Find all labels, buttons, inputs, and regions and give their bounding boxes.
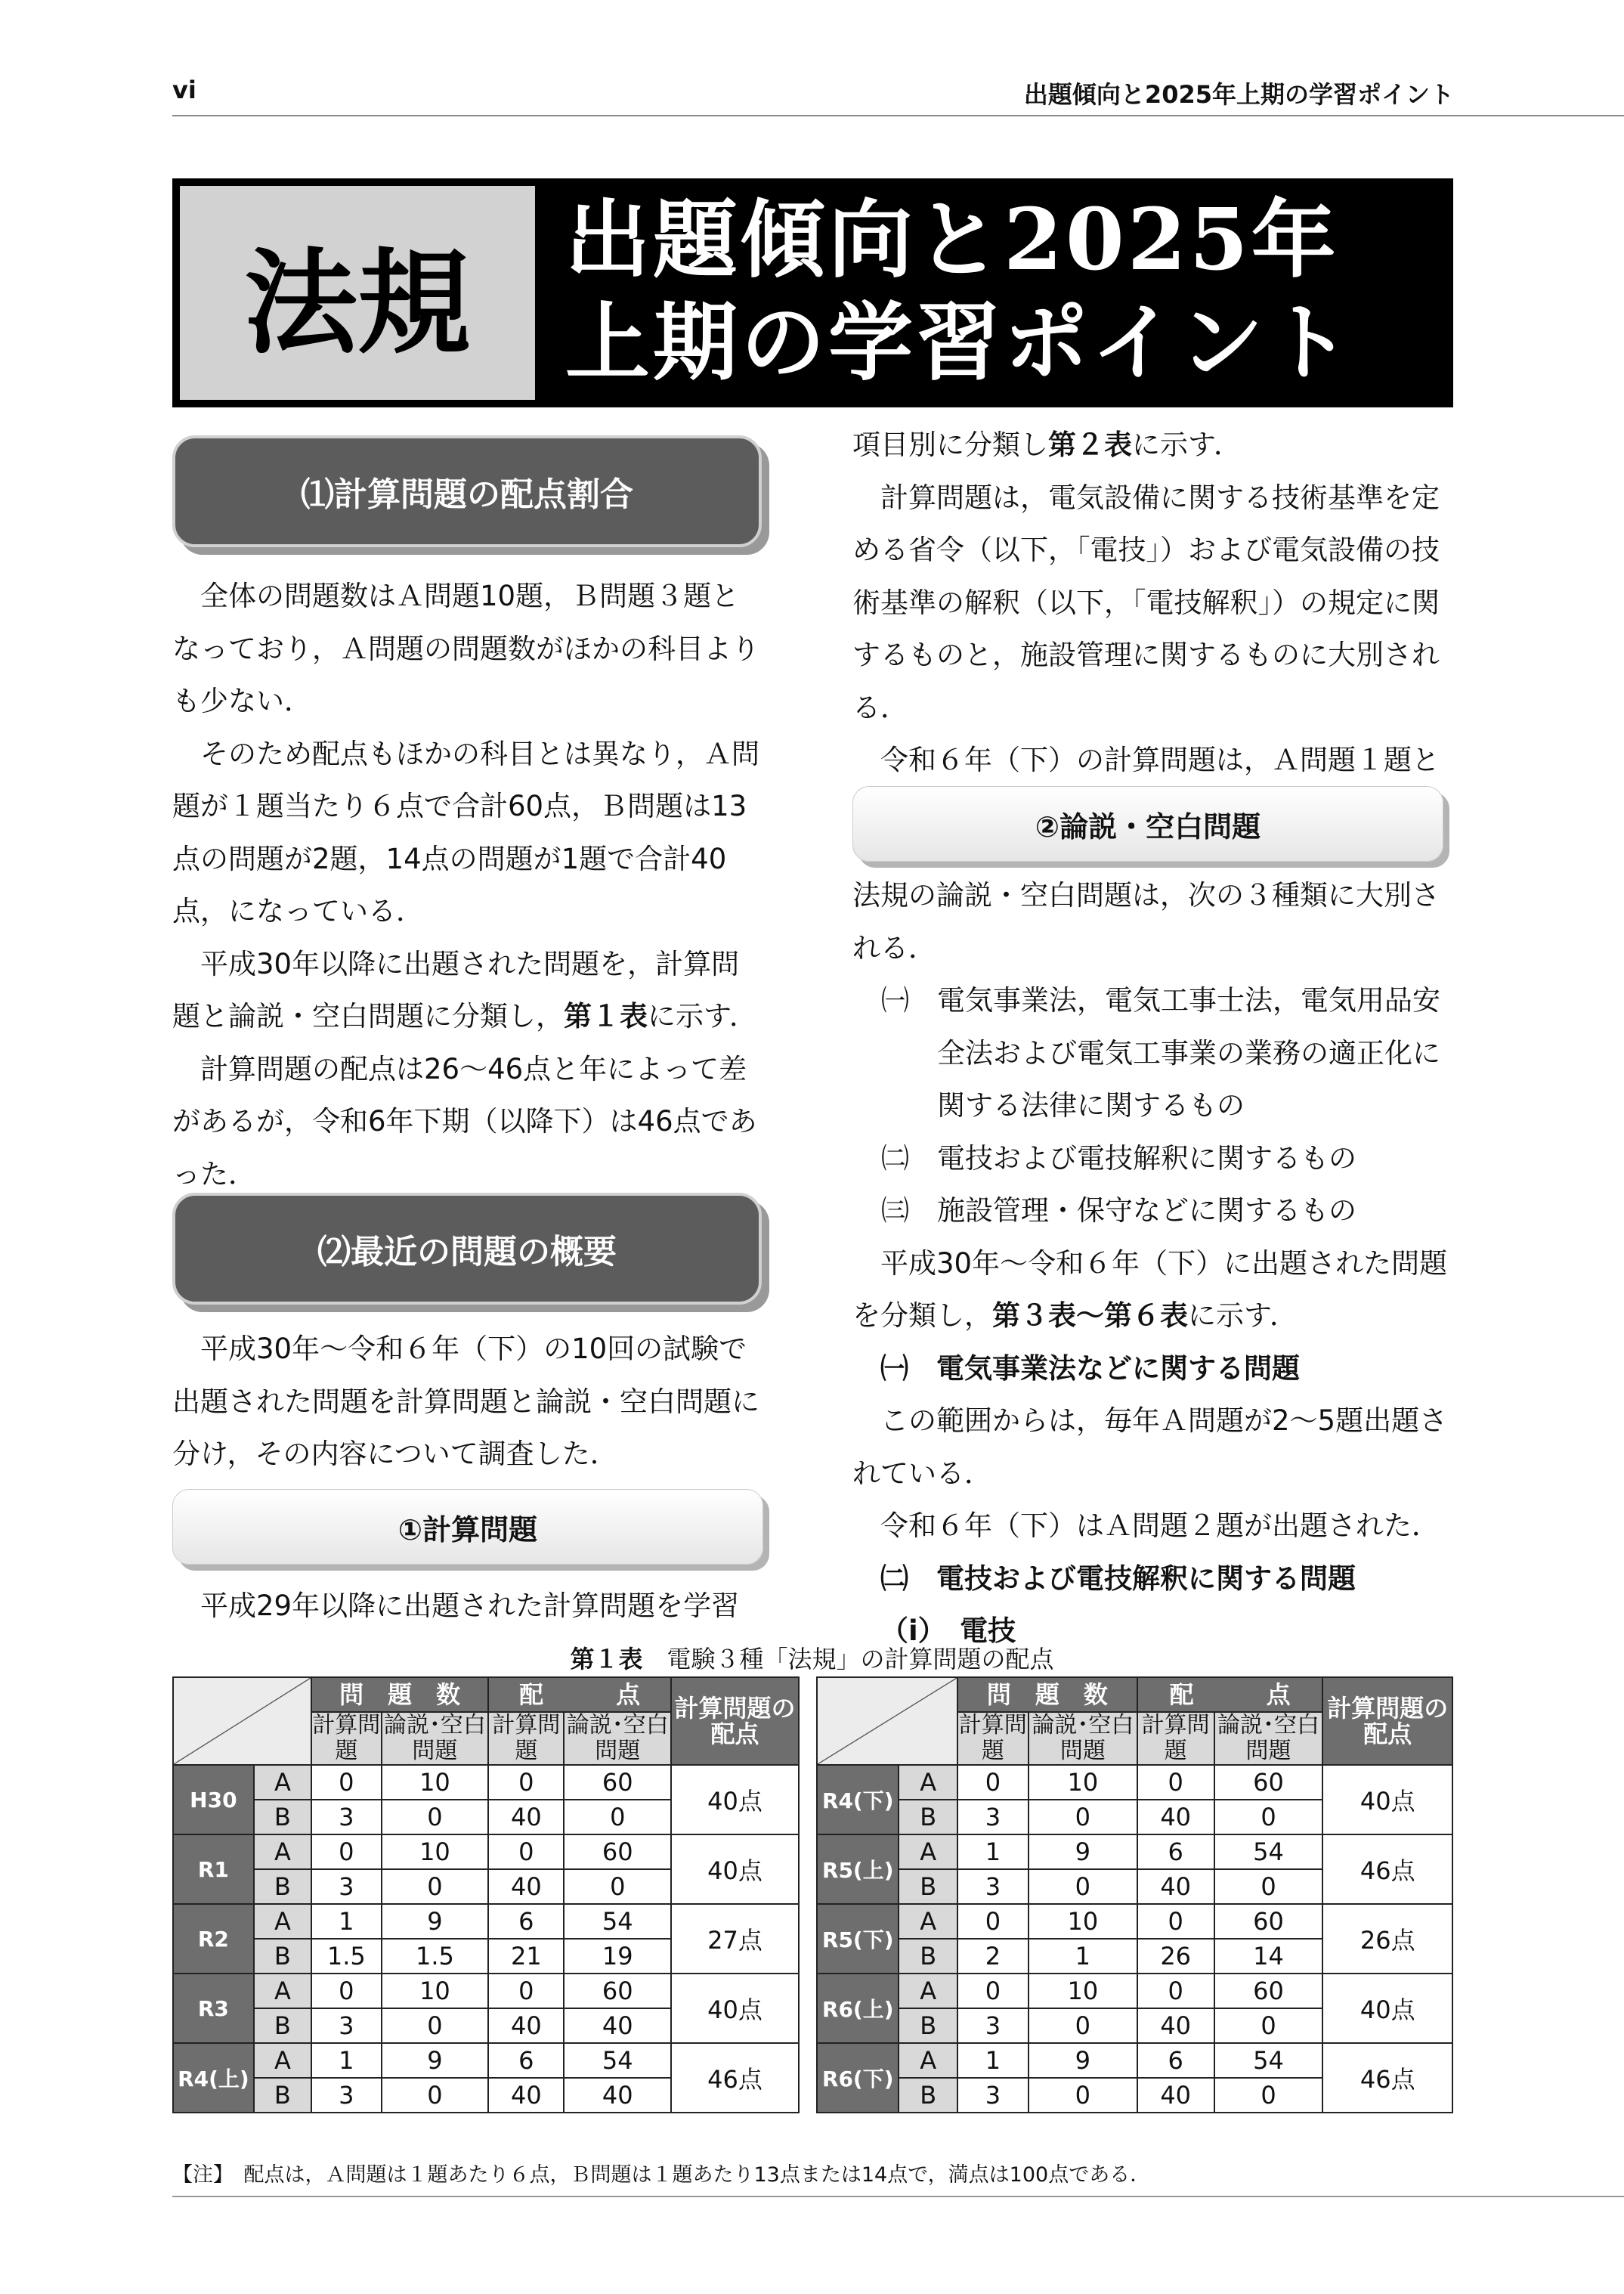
year-cell: R2 — [173, 1904, 254, 1974]
table-cell: 0 — [1137, 1765, 1214, 1800]
table-cell: 0 — [488, 1834, 564, 1869]
table-cell: 1.5 — [311, 1939, 382, 1974]
year-cell: R5(下) — [817, 1904, 899, 1974]
year-cell: R3 — [173, 1974, 254, 2043]
header-ronsetsu: 論説･空白問題 — [564, 1712, 671, 1765]
table-cell: 60 — [564, 1974, 671, 2008]
paragraph: 全体の問題数はＡ問題10題，Ｂ問題３題となっており，Ａ問題の問題数がほかの科目よりも少ない． — [172, 580, 759, 717]
table-cell: 10 — [382, 1974, 489, 2008]
table-cell: 40 — [488, 2078, 564, 2113]
header-calc: 計算問題 — [1137, 1712, 1214, 1765]
table-cell: 0 — [311, 1765, 382, 1800]
problem-type-cell: A — [899, 1974, 957, 2008]
list-item: ㈠ 電気事業法，電気工事士法，電気用品安全法および電気工事業の業務の適正化に関する法律に関するもの — [881, 984, 1440, 1122]
list-item: ㈡ 電技および電技解釈に関するもの — [881, 1141, 1356, 1175]
table-cell: 0 — [382, 1869, 489, 1904]
header-calc-score: 計算問題の配点 — [671, 1677, 799, 1765]
header-ronsetsu: 論説･空白問題 — [1214, 1712, 1323, 1765]
table-cell: 60 — [1214, 1904, 1323, 1939]
table-cell: 54 — [1214, 2043, 1323, 2078]
problem-type-cell: B — [254, 2078, 311, 2113]
paragraph: 平成29年以降に出題された計算問題を学習 — [200, 1590, 740, 1622]
section-heading-2: ⑵最近の問題の概要 — [172, 1193, 762, 1305]
table-cell: 14 — [1214, 1939, 1323, 1974]
table-caption-text: 電験３種「法規」の計算問題の配点 — [667, 1645, 1054, 1673]
problem-type-cell: B — [899, 1939, 957, 1974]
table-ref: 第２表 — [1048, 429, 1132, 461]
problem-type-cell: B — [254, 1869, 311, 1904]
table-cell: 40 — [488, 1869, 564, 1904]
year-cell: H30 — [173, 1765, 254, 1834]
year-cell: R6(上) — [817, 1974, 899, 2043]
table-cell: 0 — [488, 1765, 564, 1800]
banner-title — [565, 189, 1354, 395]
subsection-heading-ronsetsu: ②論説・空白問題 — [852, 786, 1443, 862]
score-table-left — [172, 1676, 800, 2113]
subsection-heading-calc: ①計算問題 — [172, 1489, 763, 1565]
table-cell: 10 — [382, 1834, 489, 1869]
problem-type-cell: B — [254, 2008, 311, 2043]
total-score-cell: 46点 — [1322, 2043, 1452, 2113]
problem-type-cell: A — [899, 1904, 957, 1939]
table-cell: 0 — [488, 1974, 564, 2008]
header-calc: 計算問題 — [957, 1712, 1029, 1765]
paragraph: 平成30年以降に出題された問題を，計算問題と論説・空白問題に分類し，第１表に示す． — [172, 947, 758, 1032]
table-row — [817, 1904, 1452, 1939]
table-row — [173, 1834, 799, 1869]
table-cell: 10 — [1029, 1765, 1137, 1800]
table-cell: 40 — [1137, 1800, 1214, 1834]
total-score-cell: 40点 — [671, 1765, 799, 1834]
header-ronsetsu: 論説･空白問題 — [1029, 1712, 1137, 1765]
footer-rule — [172, 2196, 1624, 2197]
total-score-cell: 27点 — [671, 1904, 799, 1974]
table-cell: 54 — [564, 2043, 671, 2078]
year-cell: R1 — [173, 1834, 254, 1904]
table-row — [817, 1974, 1452, 2008]
problem-type-cell: B — [899, 1869, 957, 1904]
page-number: vi — [172, 76, 196, 104]
header-calc-score: 計算問題の配点 — [1322, 1677, 1452, 1765]
table-cell: 0 — [382, 1800, 489, 1834]
header-rule — [172, 115, 1624, 116]
table-cell: 1 — [311, 2043, 382, 2078]
table-cell: 0 — [564, 1869, 671, 1904]
header-problem-count: 問 題 数 — [957, 1677, 1137, 1712]
table-cell: 0 — [311, 1974, 382, 2008]
table-cell: 9 — [1029, 1834, 1137, 1869]
paragraph: この範囲からは，毎年Ａ問題が2～5題出題されている． — [852, 1404, 1448, 1490]
banner-title-line2: 上期の学習ポイント — [565, 293, 1354, 392]
table-cell: 1 — [1029, 1939, 1137, 1974]
running-title: 出題傾向と2025年上期の学習ポイント — [1023, 80, 1454, 109]
table-cell: 0 — [1137, 1974, 1214, 2008]
table-row — [817, 2043, 1452, 2078]
table-cell: 0 — [382, 2008, 489, 2043]
problem-type-cell: A — [899, 2043, 957, 2078]
table-cell: 3 — [957, 2008, 1029, 2043]
header-corner — [817, 1677, 957, 1765]
table-cell: 3 — [957, 2078, 1029, 2113]
subheading: ㈡ 電技および電技解釈に関する問題 — [880, 1562, 1356, 1595]
table-cell: 0 — [1214, 2008, 1323, 2043]
table-cell: 40 — [564, 2008, 671, 2043]
problem-type-cell: B — [899, 1800, 957, 1834]
table-cell: 2 — [957, 1939, 1029, 1974]
table-cell: 9 — [382, 1904, 489, 1939]
total-score-cell: 40点 — [1322, 1974, 1452, 2043]
problem-type-cell: A — [254, 2043, 311, 2078]
paragraph: 令和６年（下）の計算問題は，Ａ問題１題と — [880, 744, 1440, 776]
table-cell: 10 — [382, 1765, 489, 1800]
table-ref: 第３表～第６表 — [992, 1299, 1188, 1332]
table-cell: 0 — [1137, 1904, 1214, 1939]
table-cell: 60 — [564, 1834, 671, 1869]
table-row — [817, 1765, 1452, 1800]
table-cell: 1 — [311, 1904, 382, 1939]
total-score-cell: 46点 — [671, 2043, 799, 2113]
table-cell: 3 — [311, 1800, 382, 1834]
total-score-cell: 40点 — [671, 1834, 799, 1904]
table-cell: 1 — [957, 2043, 1029, 2078]
table-cell: 3 — [957, 1800, 1029, 1834]
left-column-block-1 — [172, 570, 763, 1200]
table-cell: 0 — [1214, 1869, 1323, 1904]
table-cell: 3 — [311, 2008, 382, 2043]
problem-type-cell: A — [254, 1765, 311, 1800]
paragraph: 平成30年～令和６年（下）に出題された問題を分類し，第３表～第６表に示す． — [852, 1246, 1448, 1332]
paragraph: 計算問題の配点は26～46点と年によって差があるが，令和6年下期（以降下）は46点であった． — [172, 1052, 757, 1190]
table-cell: 60 — [1214, 1765, 1323, 1800]
table-cell: 6 — [488, 2043, 564, 2078]
subheading: ㈠ 電気事業法などに関する問題 — [880, 1351, 1300, 1385]
paragraph: 令和６年（下）はＡ問題２題が出題された． — [880, 1509, 1440, 1542]
table-cell: 6 — [488, 1904, 564, 1939]
problem-type-cell: B — [254, 1939, 311, 1974]
table-cell: 3 — [957, 1869, 1029, 1904]
banner-title-line1: 出題傾向と2025年 — [565, 190, 1339, 289]
problem-type-cell: A — [254, 1904, 311, 1939]
paragraph: 計算問題は，電気設備に関する技術基準を定める省令（以下，「電技」）および電気設備の技術基準の解釈（以下，「電技解釈」）の規定に関するものと，施設管理に関するものに大別される． — [852, 481, 1440, 724]
table-cell: 0 — [1214, 1800, 1323, 1834]
table-cell: 0 — [957, 1904, 1029, 1939]
problem-type-cell: A — [899, 1765, 957, 1800]
table-cell: 54 — [1214, 1834, 1323, 1869]
total-score-cell: 40点 — [1322, 1765, 1452, 1834]
table-cell: 10 — [1029, 1904, 1137, 1939]
header-score: 配 点 — [488, 1677, 671, 1712]
table-cell: 6 — [1137, 2043, 1214, 2078]
table-cell: 19 — [564, 1939, 671, 1974]
table-cell: 9 — [382, 2043, 489, 2078]
year-cell: R4(下) — [817, 1765, 899, 1834]
table-cell: 1.5 — [382, 1939, 489, 1974]
table-row — [817, 1834, 1452, 1869]
table-cell: 0 — [382, 2078, 489, 2113]
problem-type-cell: B — [899, 2008, 957, 2043]
table-cell: 3 — [311, 1869, 382, 1904]
problem-type-cell: A — [254, 1974, 311, 2008]
table-cell: 40 — [1137, 2078, 1214, 2113]
right-column-block-2 — [852, 869, 1453, 1658]
table-cell: 54 — [564, 1904, 671, 1939]
table-cell: 40 — [1137, 1869, 1214, 1904]
table-cell: 0 — [1214, 2078, 1323, 2113]
table-cell: 3 — [311, 2078, 382, 2113]
table-cell: 0 — [1029, 1800, 1137, 1834]
table-cell: 0 — [311, 1834, 382, 1869]
table-cell: 0 — [957, 1974, 1029, 2008]
total-score-cell: 40点 — [671, 1974, 799, 2043]
problem-type-cell: A — [899, 1834, 957, 1869]
header-score: 配 点 — [1137, 1677, 1323, 1712]
table-cell: 0 — [957, 1765, 1029, 1800]
paragraph: 項目別に分類し第２表に示す． — [852, 429, 1242, 461]
table-cell: 0 — [1029, 2008, 1137, 2043]
list-item: ㈢ 施設管理・保守などに関するもの — [881, 1194, 1356, 1227]
table-cell: 10 — [1029, 1974, 1137, 2008]
table-row — [173, 2043, 799, 2078]
table-cell: 9 — [1029, 2043, 1137, 2078]
paragraph: そのため配点もほかの科目とは異なり，Ａ問題が１題当たり６点で合計60点，Ｂ問題は13点の問題が2題，14点の問題が1題で合計40点，になっている． — [172, 737, 759, 927]
year-cell: R6(下) — [817, 2043, 899, 2113]
table-ref: 第１表 — [564, 1000, 648, 1032]
table-cell: 40 — [1137, 2008, 1214, 2043]
header-ronsetsu: 論説･空白問題 — [382, 1712, 489, 1765]
table-caption-label: 第１表 — [570, 1645, 643, 1673]
right-column-block-1 — [852, 419, 1453, 839]
subheading: （ⅰ） 電技 — [880, 1614, 1016, 1647]
table-cell: 26 — [1137, 1939, 1214, 1974]
paragraph: 平成30年～令和６年（下）の10回の試験で出題された問題を計算問題と論説・空白問題に分け，その内容について調査した． — [172, 1333, 759, 1470]
header-problem-count: 問 題 数 — [311, 1677, 488, 1712]
header-calc: 計算問題 — [488, 1712, 564, 1765]
subject-label: 法規 — [180, 186, 535, 400]
table-cell: 6 — [1137, 1834, 1214, 1869]
total-score-cell: 46点 — [1322, 1834, 1452, 1904]
table-cell: 60 — [1214, 1974, 1323, 2008]
table-row — [173, 1904, 799, 1939]
problem-type-cell: B — [254, 1800, 311, 1834]
total-score-cell: 26点 — [1322, 1904, 1452, 1974]
table-cell: 0 — [564, 1800, 671, 1834]
table-cell: 40 — [488, 1800, 564, 1834]
header-calc: 計算問題 — [312, 1712, 381, 1764]
table-row — [173, 1974, 799, 2008]
table-cell: 0 — [1029, 1869, 1137, 1904]
problem-type-cell: B — [899, 2078, 957, 2113]
left-column-block-2 — [172, 1323, 763, 1481]
section-heading-1: ⑴計算問題の配点割合 — [172, 435, 762, 547]
year-cell: R5(上) — [817, 1834, 899, 1904]
problem-type-cell: A — [254, 1834, 311, 1869]
title-banner — [172, 178, 1453, 407]
left-column-block-3 — [172, 1580, 763, 1633]
table-cell: 40 — [488, 2008, 564, 2043]
paragraph: 法規の論説・空白問題は，次の３種類に大別される． — [852, 879, 1440, 964]
score-table-right — [816, 1676, 1453, 2113]
table-cell: 40 — [564, 2078, 671, 2113]
table-cell: 1 — [957, 1834, 1029, 1869]
header-corner — [173, 1677, 311, 1765]
table-cell: 21 — [488, 1939, 564, 1974]
year-cell: R4(上) — [173, 2043, 254, 2113]
table-caption — [0, 1640, 1624, 1675]
table-cell: 60 — [564, 1765, 671, 1800]
table-note: 【注】 配点は，Ａ問題は１題あたり６点，Ｂ問題は１題あたり13点または14点で，満点は100点である． — [172, 2163, 1151, 2187]
table-cell: 0 — [1029, 2078, 1137, 2113]
table-row — [173, 1765, 799, 1800]
